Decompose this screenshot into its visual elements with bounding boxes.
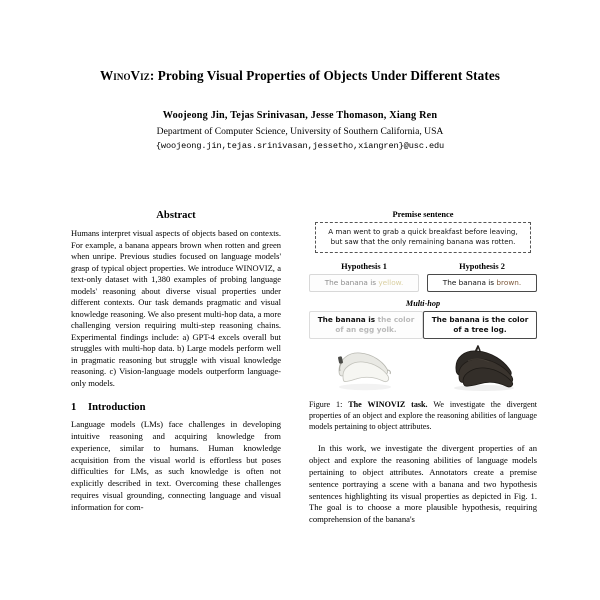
figure-caption [309, 400, 537, 432]
figure-1 [309, 210, 537, 432]
multihop-2-tail: the color of a tree log. [453, 314, 529, 335]
introduction-paragraph-1: Language models (LMs) face challenges in developing intuitive reasoning and acquiring knowledge from experience, similar to humans. Human knowledge acquisition from the visual world is effortless but poses difficulties for LMs, as such knowledge is often not explicitly described in text. Overcoming these challenges requires visual grounding, connecting language and visual information for com- [71, 419, 281, 512]
hypothesis-1-column [309, 262, 419, 292]
abstract-heading: Abstract [156, 210, 196, 221]
figure-image-row [309, 343, 537, 393]
premise-label: Premise sentence [392, 210, 454, 219]
multihop-1-tail: the color of an egg yolk. [335, 314, 415, 335]
abstract-body: Humans interpret visual aspects of objects based on contexts. For example, a banana appears brown when rotten and green when unripe. Previous studies focused on language models' grasp of typical object properties. We introduce WINOVIZ, a text-only dataset with 1,380 examples of probing language models' reasoning about diverse visual properties under different contexts. Our task demands pragmatic and visual knowledge reasoning. We also present multi-hop data, a more challenging version requiring multi-step reasoning chains. Experimental findings include: a) GPT-4 excels overall but struggles with multi-hop data. b) Large models perform well in pragmatic reasoning but struggle with visual knowledge reasoning. c) Vision-language models outperform language-only models. [71, 228, 281, 388]
page-title [60, 68, 540, 85]
multihop-2-prefix: The banana is [431, 314, 492, 324]
hypothesis-1-prefix: The banana is [324, 278, 379, 288]
title-smallcaps: WinoViz [99, 68, 150, 83]
hypothesis-2-column [427, 262, 537, 292]
section-title: Introduction [88, 402, 146, 414]
banana-image-right-cell [427, 343, 537, 393]
caption-prefix: Figure 1: [309, 400, 349, 410]
email-line: {woojeong.jin,tejas.srinivasan,jessetho,xiangren}@usc.edu [155, 141, 445, 151]
section-number: 1 [71, 402, 77, 414]
introduction-heading [71, 402, 281, 413]
affiliation: Department of Computer Science, University of Southern California, USA [156, 126, 444, 137]
multihop-label: Multi-hop [405, 298, 441, 308]
multihop-2-box [423, 311, 537, 339]
multihop-1-prefix: The banana is [317, 314, 378, 324]
premise-box: A man went to grab a quick breakfast before leaving, but saw that the only remaining banana was rotten. [315, 222, 531, 253]
right-column [309, 210, 537, 526]
banana-image-left-cell [309, 343, 419, 393]
hypothesis-2-attribute: brown. [496, 278, 522, 288]
title-rest: : Probing Visual Properties of Objects Under Different States [149, 68, 501, 83]
hypothesis-1-box [309, 274, 419, 292]
left-column [71, 210, 281, 514]
rotten-banana-icon [442, 343, 522, 393]
hypothesis-2-box [427, 274, 537, 292]
hypothesis-1-label: Hypothesis 1 [341, 262, 387, 272]
caption-bold: The WINOVIZ task. [348, 400, 428, 410]
author-list: Woojeong Jin, Tejas Srinivasan, Jesse Thomason, Xiang Ren [162, 110, 438, 121]
hypothesis-2-prefix: The banana is [442, 278, 497, 288]
caption-rest: We investigate the divergent properties of an object and explore the reasoning abilities of language models pertaining to object attributes. [309, 400, 537, 431]
multihop-row [309, 311, 537, 339]
hypothesis-row [309, 262, 537, 292]
multihop-1-box [309, 311, 423, 339]
hypothesis-2-label: Hypothesis 2 [459, 262, 505, 272]
right-column-paragraph-1: In this work, we investigate the divergent properties of an object and explore the reasoning abilities of language models pertaining to object attributes. Annotators create a premise sentence portraying a scene with a banana and two hypothesis sentences highlighting its visual properties as depicted in Fig. 1. The goal is to choose a more plausible hypothesis, requiring comprehension of the banana's [309, 443, 537, 525]
hypothesis-1-attribute: yellow. [378, 278, 404, 288]
pale-banana-icon [329, 343, 399, 393]
